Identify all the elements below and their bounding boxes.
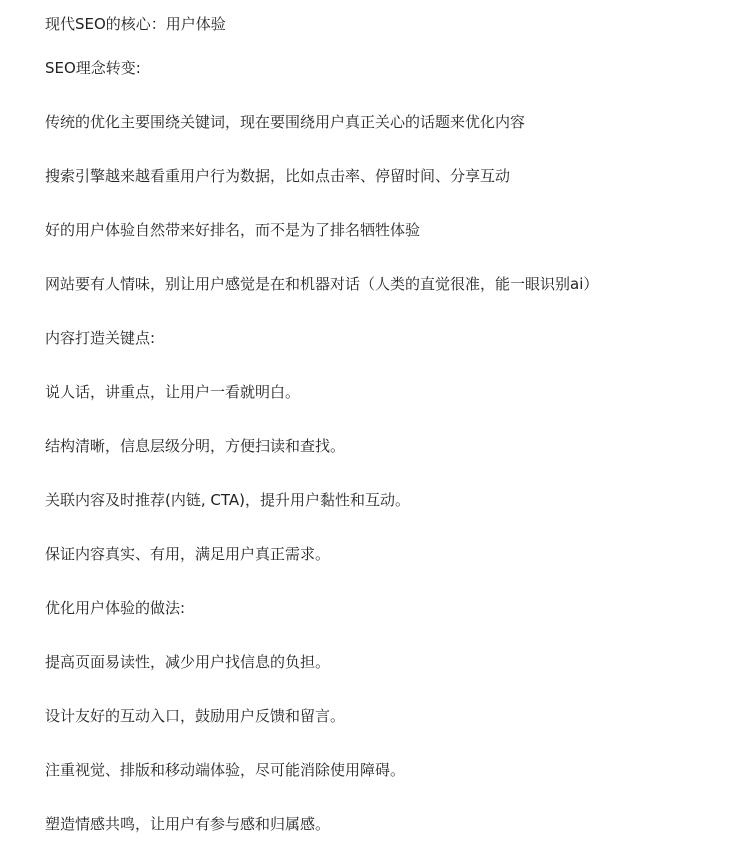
paragraph-line: 好的用户体验自然带来好排名，而不是为了排名牺牲体验	[45, 221, 421, 239]
paragraph-line: 提高页面易读性，减少用户找信息的负担。	[45, 653, 331, 671]
paragraph-line: 结构清晰，信息层级分明，方便扫读和查找。	[45, 437, 346, 455]
section-heading-content: 内容打造关键点:	[45, 329, 156, 347]
paragraph-line: 设计友好的互动入口，鼓励用户反馈和留言。	[45, 707, 346, 725]
paragraph-line: 保证内容真实、有用，满足用户真正需求。	[45, 545, 331, 563]
section-heading-seo-shift: SEO理念转变:	[45, 59, 141, 77]
paragraph-line: 说人话，讲重点，让用户一看就明白。	[45, 383, 301, 401]
document-title: 现代SEO的核心：用户体验	[45, 15, 226, 33]
paragraph-line: 塑造情感共鸣，让用户有参与感和归属感。	[45, 815, 331, 833]
section-heading-ux: 优化用户体验的做法:	[45, 599, 186, 617]
paragraph-line: 传统的优化主要围绕关键词，现在要围绕用户真正关心的话题来优化内容	[45, 113, 526, 131]
paragraph-line: 搜索引擎越来越看重用户行为数据，比如点击率、停留时间、分享互动	[45, 167, 511, 185]
paragraph-line: 注重视觉、排版和移动端体验，尽可能消除使用障碍。	[45, 761, 406, 779]
paragraph-line: 关联内容及时推荐(内链, CTA)，提升用户黏性和互动。	[45, 491, 410, 509]
paragraph-line: 网站要有人情味，别让用户感觉是在和机器对话（人类的直觉很准，能一眼识别ai）	[45, 275, 599, 293]
